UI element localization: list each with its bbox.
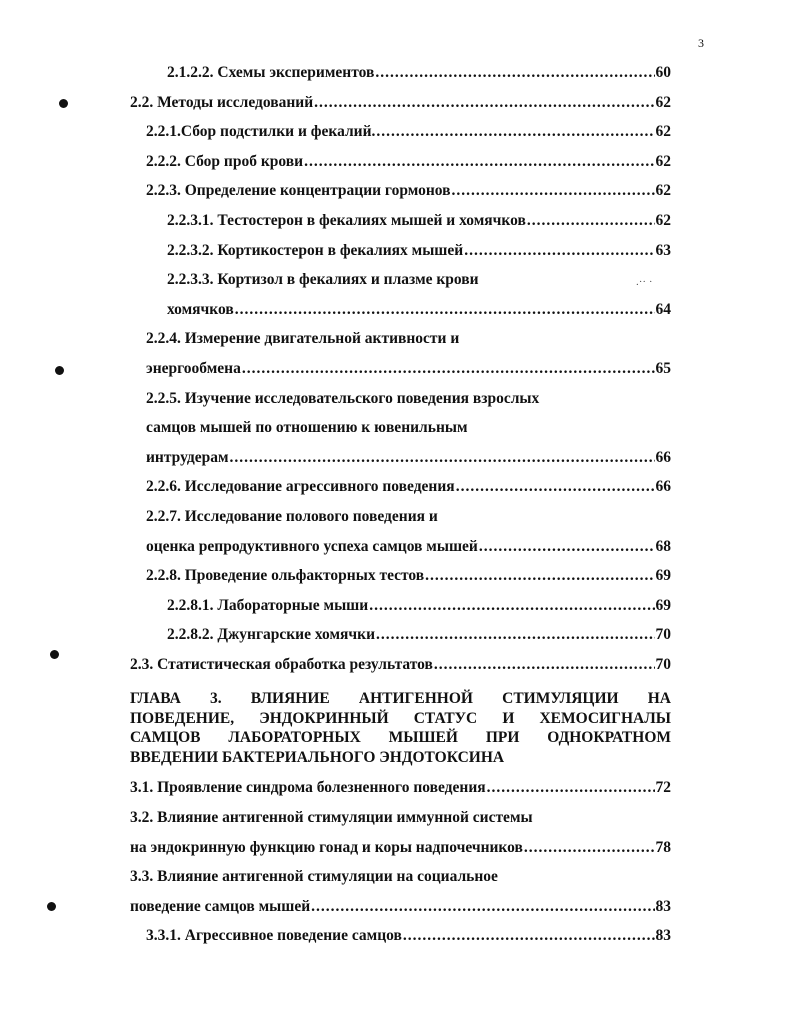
table-of-contents: [130, 58, 671, 951]
toc-entry: [130, 206, 671, 236]
toc-entry-title: хомячков: [167, 300, 234, 318]
dot-leader: [375, 58, 654, 88]
toc-entry-page: 72: [655, 779, 671, 797]
toc-entry: [130, 295, 671, 325]
dot-leader: [452, 176, 655, 206]
toc-entry-title: 2.2.5. Изучение исследовательского поведения взрослых: [146, 389, 540, 407]
toc-entry-page: 65: [655, 359, 671, 377]
toc-entry-title: 2.2.2. Сбор проб крови: [146, 152, 304, 170]
dot-leader: [434, 650, 655, 680]
toc-entry-title: 2.2. Методы исследований: [130, 93, 314, 111]
toc-entry-title: 2.2.7. Исследование полового поведения и: [146, 507, 438, 525]
dot-leader: [235, 295, 655, 325]
toc-entry: [130, 147, 671, 177]
toc-entry-page: 70: [655, 626, 671, 644]
toc-entry-title: 2.1.2.2. Схемы экспериментов: [167, 64, 375, 81]
toc-entry-page: 83: [655, 897, 671, 915]
toc-section-2: [130, 58, 671, 679]
toc-entry-title: оценка репродуктивного успеха самцов мышей: [146, 537, 478, 555]
toc-entry-title: энергообмена: [146, 359, 241, 377]
toc-entry-title: 2.2.8.2. Джунгарские хомячки: [167, 626, 376, 644]
toc-entry-title: 2.3. Статистическая обработка результатов: [130, 655, 433, 673]
chapter-heading-line: ПОВЕДЕНИЕ, ЭНДОКРИННЫЙ СТАТУС И ХЕМОСИГНАЛЫ: [130, 709, 671, 727]
dot-leader: [425, 561, 654, 591]
toc-entry-title: 2.2.8.1. Лабораторные мыши: [167, 596, 369, 614]
toc-entry: [130, 88, 671, 118]
toc-entry: [130, 472, 671, 502]
toc-entry-title: поведение самцов мышей: [130, 897, 311, 915]
dot-leader: [230, 443, 655, 473]
dot-leader: [524, 833, 655, 863]
dot-leader: [376, 117, 654, 147]
toc-entry-title: 2.2.3.3. Кортизол в фекалиях и плазме крови: [167, 271, 479, 289]
toc-entry-title: 2.2.4. Измерение двигательной активности и: [146, 330, 460, 348]
toc-entry-page: 66: [655, 478, 671, 496]
toc-entry: [130, 921, 671, 951]
toc-entry: [130, 862, 671, 892]
page-number: 3: [698, 36, 704, 50]
toc-entry: [130, 773, 671, 803]
toc-entry-title: 3.3. Влияние антигенной стимуляции на социальное: [130, 868, 498, 886]
dot-leader: [369, 591, 654, 621]
punch-hole-mark: [59, 99, 68, 108]
punch-hole-mark: [47, 902, 56, 911]
toc-entry: [130, 443, 671, 473]
toc-entry-page: 66: [655, 448, 671, 466]
toc-entry-title: 3.1. Проявление синдрома болезненного поведения: [130, 779, 486, 797]
punch-hole-mark: [50, 650, 59, 659]
dot-leader: [304, 147, 654, 177]
toc-entry: [130, 384, 671, 414]
toc-entry: [130, 591, 671, 621]
toc-entry-page: 78: [655, 838, 671, 856]
toc-entry: [130, 265, 671, 295]
toc-entry-page: 70: [655, 655, 671, 673]
toc-entry: [130, 354, 671, 384]
toc-entry-page: 62: [655, 93, 671, 111]
dot-leader: [456, 472, 655, 502]
toc-entry-title: 2.2.3. Определение концентрации гормонов: [146, 182, 451, 200]
toc-entry: [130, 176, 671, 206]
toc-entry-page: 62: [655, 152, 671, 170]
toc-entry-page: 62: [655, 211, 671, 229]
toc-entry-title: 2.2.1.Сбор подстилки и фекалий.: [146, 123, 376, 141]
dot-leader: [487, 773, 655, 803]
toc-entry: [130, 413, 671, 443]
toc-entry: [130, 236, 671, 266]
toc-entry-title: на эндокринную функцию гонад и коры надпочечников: [130, 838, 523, 856]
toc-entry: [130, 650, 671, 680]
toc-entry: [130, 58, 671, 88]
dot-leader: [311, 892, 654, 922]
chapter-3-heading: [130, 689, 671, 767]
toc-entry: [130, 803, 671, 833]
toc-entry-page: 62: [655, 182, 671, 200]
dot-leader: [527, 206, 655, 236]
chapter-heading-line: ВВЕДЕНИИ БАКТЕРИАЛЬНОГО ЭНДОТОКСИНА: [130, 748, 505, 766]
toc-entry: [130, 324, 671, 354]
toc-section-3: [130, 773, 671, 951]
toc-entry-title: 2.2.3.2. Кортикостерон в фекалиях мышей: [167, 241, 464, 259]
dot-leader: [403, 921, 655, 951]
toc-entry-title: 3.3.1. Агрессивное поведение самцов: [146, 927, 402, 945]
toc-entry-page: 60: [655, 64, 671, 81]
toc-entry-page: 83: [655, 927, 671, 945]
toc-entry: [130, 532, 671, 562]
toc-entry: [130, 117, 671, 147]
toc-entry: [130, 892, 671, 922]
chapter-heading-line: ГЛАВА 3. ВЛИЯНИЕ АНТИГЕННОЙ СТИМУЛЯЦИИ НА: [130, 690, 671, 708]
toc-entry: [130, 502, 671, 532]
dot-leader: [464, 236, 654, 266]
toc-entry-page: 62: [655, 123, 671, 141]
toc-entry-page: 63: [655, 241, 671, 259]
toc-entry-page: 64: [655, 300, 671, 318]
scan-artifact: .·· ·: [636, 276, 653, 288]
toc-entry: [130, 561, 671, 591]
dot-leader: [242, 354, 655, 384]
toc-entry-page: 69: [655, 567, 671, 585]
chapter-heading-line: САМЦОВ ЛАБОРАТОРНЫХ МЫШЕЙ ПРИ ОДНОКРАТНОМ: [130, 729, 671, 747]
toc-entry: [130, 620, 671, 650]
toc-entry-title: самцов мышей по отношению к ювенильным: [146, 419, 468, 437]
toc-entry-title: 2.2.3.1. Тестостерон в фекалиях мышей и хомячков: [167, 211, 526, 229]
toc-entry-title: интрудерам: [146, 448, 229, 466]
toc-entry: [130, 833, 671, 863]
dot-leader: [479, 532, 655, 562]
toc-entry-page: 68: [655, 537, 671, 555]
dot-leader: [314, 88, 654, 118]
toc-entry-title: 2.2.6. Исследование агрессивного поведения: [146, 478, 455, 496]
toc-entry-title: 2.2.8. Проведение ольфакторных тестов: [146, 567, 425, 585]
punch-hole-mark: [55, 366, 64, 375]
toc-entry-page: 69: [655, 596, 671, 614]
dot-leader: [376, 620, 654, 650]
toc-entry-title: 3.2. Влияние антигенной стимуляции иммунной системы: [130, 809, 533, 827]
